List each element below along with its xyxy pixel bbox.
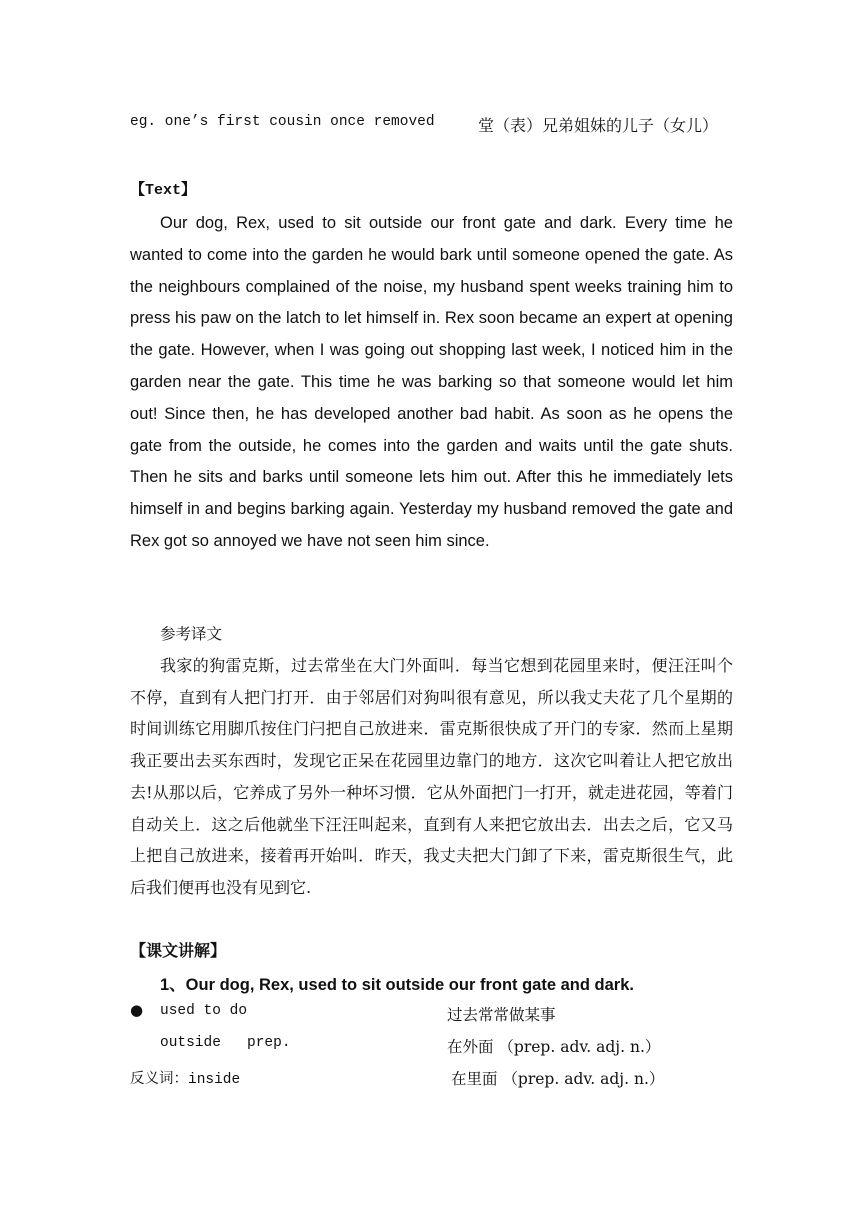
translation-heading: 参考译文: [160, 625, 223, 643]
vocab-row: [130, 1067, 730, 1093]
example-chinese: 堂（表）兄弟姐妹的儿子（女儿）: [478, 116, 719, 135]
vocab-term: outside prep.: [160, 1035, 291, 1051]
explanation-heading: 【课文讲解】: [130, 941, 227, 960]
vocab-term: used to do: [160, 1003, 248, 1019]
vocab-row: [130, 1003, 730, 1029]
explanation-point-1: 1、Our dog, Rex, used to sit outside our front gate and dark.: [160, 976, 634, 994]
antonym-term: 反义词：inside: [130, 1072, 241, 1088]
vocab-meaning: 过去常常做某事: [447, 1006, 556, 1024]
bullet-icon: ●: [130, 1001, 144, 1019]
vocab-meaning: 在外面 （prep. adv. adj. n.）: [447, 1038, 661, 1056]
vocab-row: [130, 1035, 730, 1061]
example-english: eg. one’s first cousin once removed: [130, 114, 435, 130]
english-passage: Our dog, Rex, used to sit outside our front gate and dark. Every time he wanted to come into the garden he would bark until someone opened the gate. As the neighbours complained of the noise, my husband spent weeks training him to press his paw on the latch to let himself in. Rex soon became an expert at opening the gate. However, when I was going out shopping last week, I noticed him in the garden near the gate. This time he was barking so that someone would let him out! Since then, he has developed another bad habit. As soon as he opens the gate from the outside, he comes into the garden and waits until the gate shuts. Then he sits and barks until someone lets him out. After this he immediately lets himself in and begins barking again. Yesterday my husband removed the gate and Rex got so annoyed we have not seen him since.: [130, 214, 733, 550]
text-heading: 【Text】: [130, 182, 197, 199]
vocab-meaning: 在里面 （prep. adv. adj. n.）: [451, 1070, 665, 1088]
chinese-translation: 我家的狗雷克斯，过去常坐在大门外面叫．每当它想到花园里来时，便汪汪叫个不停，直到有人把门打开．由于邻居们对狗叫很有意见，所以我丈夫花了几个星期的时间训练它用脚爪按住门闩把自己放进来．雷克斯很快成了开门的专家．然而上星期我正要出去买东西时，发现它正呆在花园里边靠门的地方．这次它叫着让人把它放出去!从那以后，它养成了另外一种坏习惯．它从外面把门一打开，就走进花园，等着门自动关上．这之后他就坐下汪汪叫起来，直到有人来把它放出去．出去之后，它又马上把自己放进来，接着再开始叫．昨天，我丈夫把大门卸了下来，雷克斯很生气，此后我们便再也没有见到它.: [130, 656, 733, 897]
